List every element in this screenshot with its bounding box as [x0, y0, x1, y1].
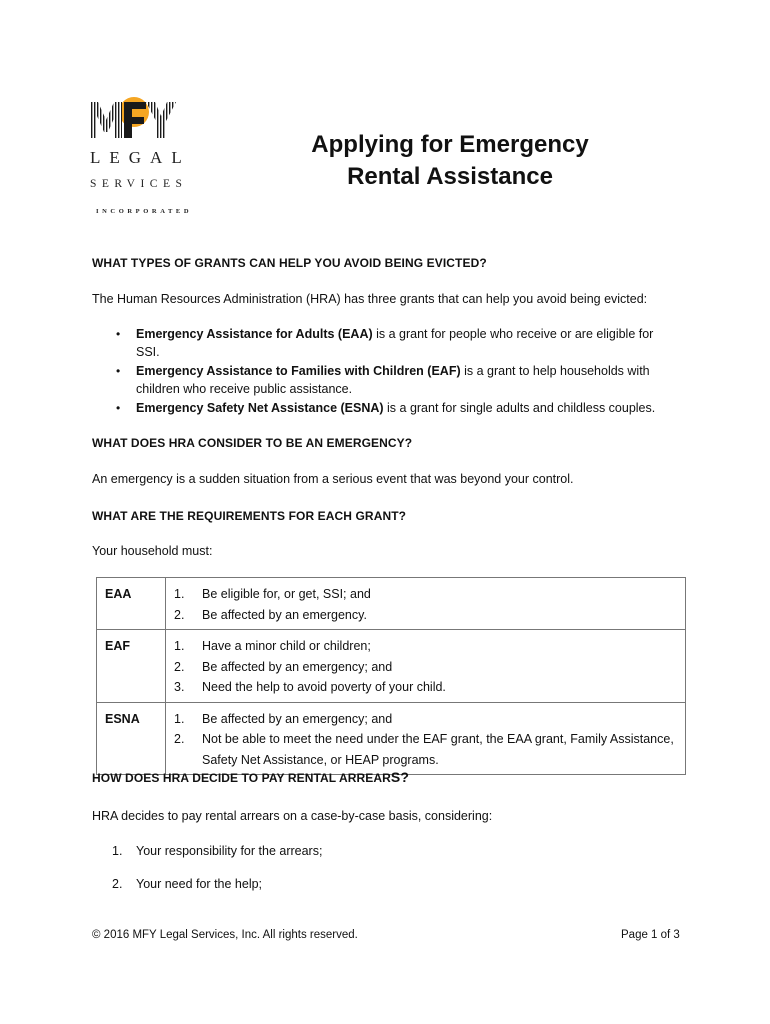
requirements-intro: Your household must:: [92, 544, 213, 558]
requirements-heading: WHAT ARE THE REQUIREMENTS FOR EACH GRANT?: [92, 509, 407, 523]
list-item: 2. Be affected by an emergency; and: [174, 659, 393, 674]
list-item-text: Be affected by an emergency; and: [202, 659, 393, 674]
list-item-text: Not be able to meet the need under the EAF grant, the EAA grant, Family Assistance, Safety Net Assistance, or HEAP programs.: [202, 732, 674, 767]
emergency-text: An emergency is a sudden situation from a serious event that was beyond your control.: [92, 472, 574, 486]
page-title-line-1: Applying for Emergency: [311, 131, 589, 158]
bullet-icon: •: [116, 364, 121, 378]
list-item: 3. Need the help to avoid poverty of your child.: [174, 680, 446, 694]
grant-requirements: [166, 702, 686, 775]
mfy-logo-mark-icon: [88, 96, 180, 144]
list-item: 2. Not be able to meet the need under the EAF grant, the EAA grant, Family Assistance, Safety Net Assistance, or HEAP programs.: [174, 732, 674, 767]
grant-bullet-esna: [136, 399, 676, 417]
emergency-heading: WHAT DOES HRA CONSIDER TO BE AN EMERGENCY?: [92, 436, 413, 450]
list-item: 1. Be eligible for, or get, SSI; and: [174, 587, 371, 601]
list-item-text: Be eligible for, or get, SSI; and: [202, 587, 371, 601]
grant-bullet-eaf-name: Emergency Assistance to Families with Children (EAF): [136, 364, 461, 378]
bullet-icon: •: [116, 327, 121, 341]
grants-intro: The Human Resources Administration (HRA) has three grants that can help you avoid being evicted:: [92, 292, 648, 306]
list-item-text: Be affected by an emergency; and: [202, 711, 393, 726]
grant-bullet-eaa: [136, 325, 676, 361]
list-item-text: Have a minor child or children;: [202, 639, 371, 653]
grant-bullet-eaa-desc: is a grant for people who receive or are eligible for SSI.: [136, 327, 654, 359]
list-item: 2. Be affected by an emergency.: [174, 607, 367, 622]
list-item: 1. Have a minor child or children;: [174, 639, 371, 653]
grant-bullet-esna-desc: is a grant for single adults and childless couples.: [383, 401, 656, 415]
grant-label: EAF: [97, 630, 166, 703]
arrears-heading: [92, 769, 409, 785]
page-number: Page 1 of 3: [621, 929, 680, 941]
bullet-icon: •: [116, 401, 121, 415]
grant-bullet-eaa-name: Emergency Assistance for Adults (EAA): [136, 327, 373, 341]
arrears-intro: HRA decides to pay rental arrears on a case-by-case basis, considering:: [92, 809, 493, 823]
grant-requirements: [166, 578, 686, 630]
logo-legal-text: LEGAL: [90, 148, 191, 167]
grant-requirements: [166, 630, 686, 703]
footer-copyright: © 2016 MFY Legal Services, Inc. All rights reserved.: [92, 929, 358, 941]
arrears-heading-main: HOW DOES HRA DECIDE TO PAY RENTAL ARREAR: [92, 771, 391, 785]
list-item: 1. Be affected by an emergency; and: [174, 711, 393, 726]
arrears-item: Your need for the help;: [136, 877, 263, 891]
grant-bullet-eaf-desc: is a grant to help households with children who receive public assistance.: [136, 364, 650, 396]
grant-bullet-eaf: [136, 362, 676, 398]
grant-label: ESNA: [97, 702, 166, 775]
table-row: [97, 702, 686, 775]
grants-heading: WHAT TYPES OF GRANTS CAN HELP YOU AVOID BEING EVICTED?: [92, 256, 487, 270]
grant-label: EAA: [97, 578, 166, 630]
table-row: [97, 578, 686, 630]
page-title-line-2: Rental Assistance: [347, 163, 553, 190]
logo-incorporated-text: INCORPORATED: [96, 208, 193, 215]
requirements-table: [96, 577, 686, 775]
list-item-text: Need the help to avoid poverty of your child.: [202, 680, 446, 694]
list-item-text: Be affected by an emergency.: [202, 607, 367, 622]
list-number: 1.: [112, 844, 123, 858]
list-number: 2.: [112, 877, 123, 891]
grant-bullet-esna-name: Emergency Safety Net Assistance (ESNA): [136, 401, 384, 415]
mfy-logo: [88, 96, 208, 226]
arrears-item: Your responsibility for the arrears;: [136, 844, 323, 858]
arrears-heading-tail: S?: [390, 769, 410, 785]
logo-services-text: SERVICES: [90, 178, 188, 190]
table-row: [97, 630, 686, 703]
